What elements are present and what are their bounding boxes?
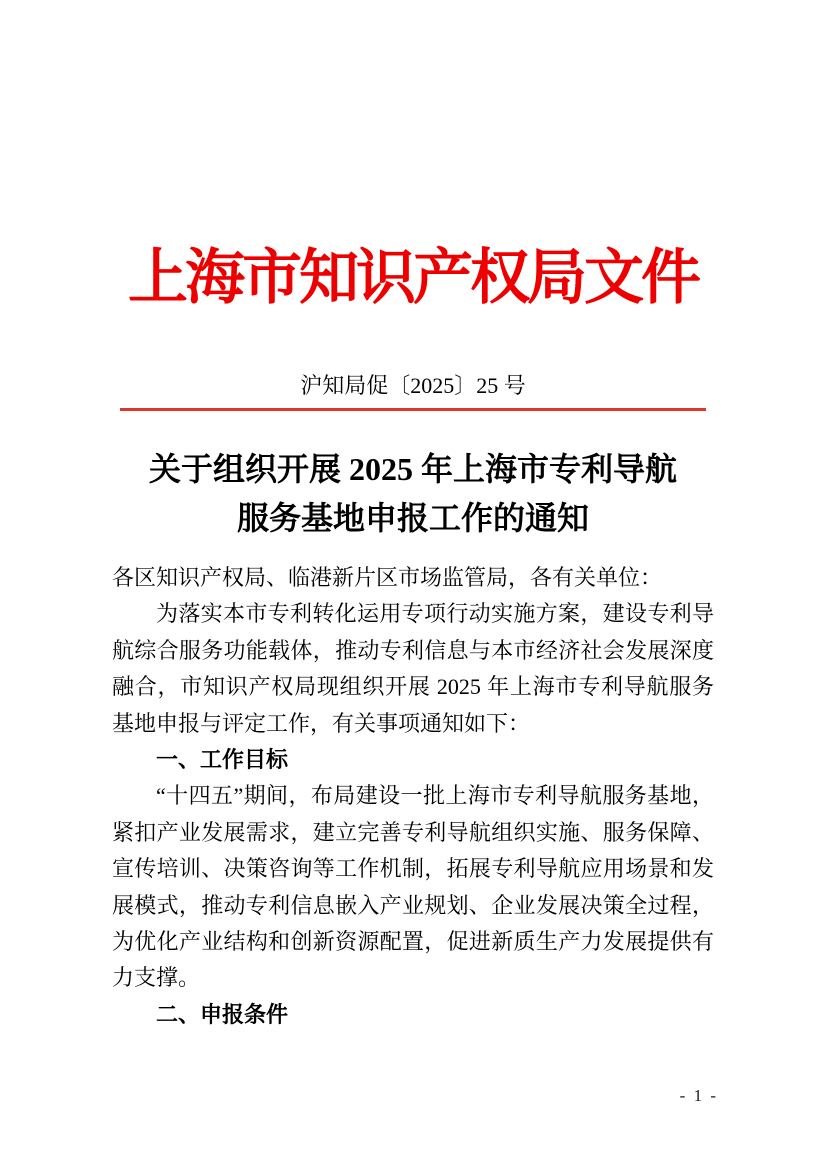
intro-paragraph: 为落实本市专利转化运用专项行动实施方案，建设专利导航综合服务功能载体，推动专利信息与本市经济社会发展深度融合，市知识产权局现组织开展 2025 年上海市专利导航服务基地申报与评定工作，有关事项通知如下：	[112, 601, 714, 736]
page-number: - 1 -	[679, 1086, 718, 1105]
red-separator-line	[120, 408, 706, 411]
document-title	[0, 445, 826, 543]
section-body-work-goals: “十四五”期间，布局建设一批上海市专利导航服务基地，紧扣产业发展需求，建立完善专利导航组织实施、服务保障、宣传培训、决策咨询等工作机制，拓展专利导航应用场景和发展模式，推动专利信息嵌入产业规划、企业发展决策全过程，为优化产业结构和创新资源配置，促进新质生产力发展提供有力支撑。	[112, 783, 714, 991]
document-body	[112, 560, 714, 1033]
document-title-line-1: 关于组织开展 2025 年上海市专利导航	[148, 451, 677, 487]
salutation-line: 各区知识产权局、临港新片区市场监管局，各有关单位：	[112, 565, 663, 590]
document-title-line-2: 服务基地申报工作的通知	[236, 500, 589, 536]
section-heading-work-goals: 一、工作目标	[156, 747, 289, 773]
agency-header-title: 上海市知识产权局文件	[128, 245, 698, 311]
section-heading-application-conditions: 二、申报条件	[156, 1001, 289, 1027]
document-reference-number: 沪知局促〔2025〕25 号	[300, 373, 526, 398]
